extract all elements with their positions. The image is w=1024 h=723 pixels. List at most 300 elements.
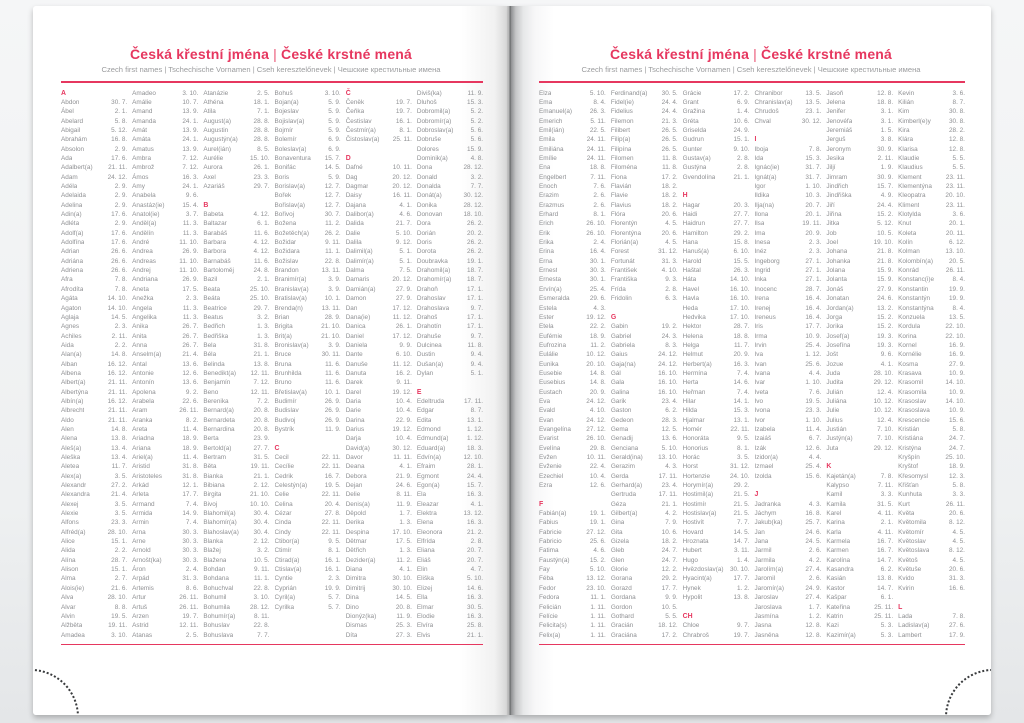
name-day-date: 5. 10.: [661, 444, 678, 452]
name-entry: [611, 247, 678, 256]
name-entry: [754, 350, 821, 359]
first-name: Jorika: [826, 323, 844, 331]
name-entry: [61, 247, 127, 256]
name-entry: [898, 528, 965, 537]
name-day-date: 18. 8.: [733, 332, 750, 340]
name-day-date: 26. 6.: [111, 248, 128, 256]
name-entry: [203, 378, 269, 387]
name-day-date: 26. 5.: [661, 145, 678, 153]
first-name: Eva: [539, 397, 551, 405]
first-name: Dobromír(a): [416, 117, 452, 125]
name-entry: [539, 518, 606, 527]
name-day-date: 10. 10.: [249, 500, 270, 508]
name-day-date: 29. 8.: [589, 444, 606, 452]
first-name: Bertram: [203, 454, 227, 461]
first-name: Arne: [132, 538, 146, 546]
name-day-date: 26. 2.: [324, 229, 341, 237]
first-name: Adolfína: [61, 239, 85, 247]
name-day-date: 30. 11.: [321, 351, 341, 359]
name-entry: [417, 229, 483, 238]
name-day-date: 16. 8.: [805, 510, 822, 518]
first-name: Berenika: [203, 397, 229, 405]
name-entry: [132, 453, 198, 462]
first-name: Dobroslav(a): [416, 126, 454, 134]
first-name: Heda: [682, 304, 698, 312]
name-entry: [132, 603, 198, 612]
letter-header: L: [898, 603, 903, 611]
first-name: Kira: [898, 126, 910, 134]
name-entry: [611, 360, 678, 369]
first-name: Gustav(a): [682, 155, 711, 162]
first-name: Despina: [345, 528, 370, 536]
name-entry: [754, 145, 821, 154]
name-day-date: 1. 12.: [467, 425, 484, 433]
title-divider: |: [273, 46, 278, 62]
title-slovak: České krstné mená: [761, 46, 893, 62]
letter-header: K: [826, 463, 832, 471]
name-entry: [611, 500, 678, 509]
name-day-date: 20. 8.: [253, 416, 270, 424]
first-name: Griselda: [682, 126, 707, 134]
name-entry: [539, 546, 606, 555]
first-name: Irena: [754, 295, 770, 303]
name-entry: [539, 182, 606, 191]
blank-row: [754, 126, 821, 135]
first-name: Alida: [61, 547, 76, 555]
first-name: Dušan(a): [416, 360, 444, 368]
first-name: Darja: [345, 435, 361, 443]
name-day-date: 16. 2.: [395, 369, 412, 377]
name-day-date: 9. 5.: [737, 435, 750, 443]
first-name: Aranka: [132, 416, 153, 424]
name-day-date: 2. 1.: [880, 519, 894, 527]
first-name: Ctislav(a): [274, 566, 302, 574]
name-day-date: 22. 8.: [253, 584, 270, 592]
name-entry: [346, 247, 412, 256]
name-entry: [826, 145, 893, 154]
name-day-date: 28. 10.: [107, 528, 128, 536]
first-name: Julie: [826, 407, 840, 415]
first-name: Izolda: [754, 472, 772, 480]
name-day-date: 6. 9.: [328, 145, 341, 153]
name-entry: [898, 425, 965, 434]
letter-header: D: [345, 155, 351, 162]
name-day-date: 24. 7.: [661, 556, 678, 564]
page-title: [511, 46, 991, 62]
name-day-date: 21. 4.: [182, 351, 199, 359]
name-day-date: 1. 4.: [737, 108, 750, 116]
name-entry: [203, 621, 269, 630]
first-name: Anatol(ie): [132, 211, 160, 219]
name-entry: [275, 201, 341, 210]
name-entry: [61, 294, 127, 303]
name-day-date: 5. 8.: [952, 482, 965, 490]
name-entry: [346, 481, 412, 490]
first-name: Jindřich: [826, 183, 849, 191]
name-column: [611, 89, 678, 640]
first-name: Ignác(ie): [754, 164, 780, 172]
first-name: Chrudoš: [754, 108, 779, 116]
name-day-date: 16. 9.: [948, 341, 965, 349]
name-day-date: 16. 6.: [948, 584, 965, 592]
name-entry: [611, 490, 678, 499]
name-entry: [417, 135, 483, 144]
first-name: Eufémie: [539, 332, 563, 340]
name-day-date: 22. 6.: [182, 397, 199, 405]
name-entry: [275, 350, 341, 359]
name-entry: [826, 350, 893, 359]
name-day-date: 9. 6.: [185, 192, 199, 200]
name-day-date: 21. 10.: [321, 323, 341, 331]
name-day-date: 8. 1.: [328, 547, 341, 555]
name-day-date: 10. 12.: [873, 407, 894, 415]
name-day-date: 24. 1.: [182, 136, 199, 144]
first-name: Amadeo: [132, 89, 156, 97]
first-name: Ena: [539, 164, 551, 172]
name-entry: [61, 173, 127, 182]
first-name: Anastáz(ie): [132, 201, 165, 209]
first-name: Adalbert(a): [61, 164, 93, 172]
first-name: Jaroslav: [754, 594, 779, 602]
first-name: Gál: [610, 369, 621, 377]
name-entry: [826, 518, 893, 527]
name-day-date: 27. 7.: [253, 444, 270, 452]
first-name: Dezider(a): [345, 556, 376, 564]
perforation-dots-icon: [945, 669, 991, 715]
name-entry: [346, 182, 412, 191]
name-day-date: 1. 2.: [808, 612, 822, 620]
name-day-date: 4. 9.: [880, 192, 894, 200]
name-entry: [275, 98, 341, 107]
name-day-date: 24. 6.: [395, 482, 412, 490]
name-day-date: 16. 4.: [805, 313, 822, 321]
name-day-date: 9. 6.: [880, 351, 894, 359]
name-entry: [754, 603, 821, 612]
name-day-date: 15. 3.: [733, 407, 750, 415]
name-entry: [61, 341, 127, 350]
name-day-date: 27. 9.: [395, 295, 412, 303]
first-name: Danica: [345, 323, 366, 331]
name-day-date: 7. 12.: [182, 164, 199, 172]
name-day-date: 13. 8.: [733, 594, 750, 602]
name-day-date: 28. 12.: [463, 201, 484, 209]
name-day-date: 22. 5.: [589, 126, 606, 134]
name-entry: [417, 238, 483, 247]
name-day-date: 2. 11.: [877, 155, 894, 162]
first-name: Ámos: [132, 173, 149, 181]
first-name: Igor: [754, 183, 766, 191]
first-name: Fedor: [539, 584, 556, 592]
first-name: Anika: [132, 323, 149, 331]
first-name: Dora: [416, 220, 431, 228]
name-day-date: 4. 1.: [880, 360, 894, 368]
name-entry: [611, 584, 678, 593]
first-name: Harold: [682, 257, 702, 265]
first-name: Alex(a): [61, 472, 82, 480]
first-name: Diana: [345, 566, 363, 574]
name-entry: [898, 556, 965, 565]
name-entry: [898, 574, 965, 583]
name-entry: [754, 528, 821, 537]
name-day-date: 26. 9.: [324, 397, 341, 405]
name-day-date: 10. 4.: [395, 407, 412, 415]
name-day-date: 15. 7.: [467, 482, 484, 490]
first-name: Kazimír(a): [826, 631, 856, 639]
name-day-date: 5. 5.: [952, 164, 965, 172]
first-name: Alice: [61, 538, 75, 546]
name-entry: [203, 565, 269, 574]
first-name: Inka: [754, 276, 767, 284]
first-name: Bartoloměj: [203, 267, 234, 275]
name-entry: [754, 219, 821, 228]
name-day-date: 15. 3.: [467, 98, 484, 106]
name-entry: [132, 173, 198, 182]
first-name: Josefína: [826, 341, 851, 349]
first-name: Emila: [539, 136, 555, 144]
name-column: [539, 89, 606, 640]
name-day-date: 27. 1.: [805, 257, 822, 265]
name-entry: [898, 332, 965, 341]
name-day-date: 22. 8.: [253, 622, 270, 630]
name-day-date: 2. 1.: [114, 108, 128, 116]
first-name: Alfons: [61, 519, 79, 527]
first-name: Fay: [539, 566, 550, 574]
name-entry: [417, 546, 483, 555]
name-day-date: 26. 11.: [179, 594, 199, 602]
name-entry: [898, 98, 965, 107]
name-day-date: 5. 10.: [467, 575, 484, 583]
name-entry: [539, 163, 606, 172]
name-entry: [539, 117, 606, 126]
name-day-date: 7. 6.: [593, 183, 606, 191]
first-name: Adléta: [61, 220, 80, 228]
name-day-date: 24. 4.: [661, 108, 678, 116]
name-day-date: 5. 9.: [328, 108, 341, 116]
first-name: Chloe: [682, 622, 700, 630]
name-day-date: 25. 11.: [874, 612, 894, 620]
name-entry: [539, 406, 606, 415]
blank-row: [346, 145, 412, 154]
name-day-date: 2. 4.: [593, 239, 606, 247]
name-day-date: 29. 12.: [873, 444, 894, 452]
name-day-date: 17. 9.: [948, 631, 965, 639]
name-entry: [611, 472, 678, 481]
name-day-date: 25. 6.: [589, 538, 606, 546]
first-name: Jarolím(a): [754, 566, 784, 574]
name-entry: [61, 565, 127, 574]
first-name: Cyntie: [274, 575, 293, 583]
first-name: Erazmus: [539, 201, 565, 209]
name-entry: [539, 247, 606, 256]
first-name: Jaroslava: [754, 603, 782, 611]
name-entry: [826, 378, 893, 387]
name-entry: [203, 584, 269, 593]
first-name: Kim: [898, 108, 910, 116]
first-name: Ilja(na): [754, 201, 775, 209]
first-name: Hektor: [682, 323, 702, 331]
name-day-date: 3. 9.: [328, 341, 341, 349]
name-day-date: 17. 1.: [467, 285, 484, 293]
name-entry: [611, 154, 678, 163]
name-entry: [611, 444, 678, 453]
first-name: Irma: [754, 332, 768, 340]
name-day-date: 15. 6.: [805, 472, 822, 480]
name-entry: [203, 444, 269, 453]
name-entry: [898, 145, 965, 154]
first-name: Jerguš: [826, 136, 846, 144]
name-entry: [539, 434, 606, 443]
name-entry: [61, 154, 127, 163]
first-name: Adolf(a): [61, 229, 84, 237]
first-name: Filemon: [610, 117, 634, 125]
name-entry: [611, 528, 678, 537]
first-name: Aletea: [61, 463, 80, 471]
first-name: Bystrík: [274, 425, 295, 433]
name-entry: [611, 593, 678, 602]
first-name: Inéz: [754, 248, 767, 256]
name-day-date: 30. 3.: [182, 538, 199, 546]
name-entry: [754, 509, 821, 518]
name-entry: [203, 257, 269, 266]
name-day-date: 29. 12.: [873, 379, 894, 387]
name-day-date: 31. 7.: [805, 173, 822, 181]
first-name: Gerald(ina): [610, 454, 643, 461]
name-entry: [898, 416, 965, 425]
first-name: Cyril(a): [274, 594, 296, 602]
name-day-date: 12. 4.: [877, 416, 894, 424]
name-day-date: 1. 12.: [467, 435, 484, 443]
name-entry: [898, 518, 965, 527]
name-entry: [61, 546, 127, 555]
first-name: Alexandra: [61, 491, 90, 499]
name-day-date: 9. 7.: [470, 332, 484, 340]
first-name: Izák: [754, 444, 767, 452]
first-name: Andreas: [132, 257, 156, 265]
name-entry: [539, 98, 606, 107]
first-name: Juta: [826, 444, 839, 452]
first-name: Ezechiel: [539, 472, 564, 480]
first-name: Helena: [682, 332, 703, 340]
first-name: Bohuslav: [203, 622, 230, 630]
name-day-date: 3. 10.: [324, 89, 341, 97]
name-entry: [754, 565, 821, 574]
name-day-date: 20. 6.: [661, 229, 678, 237]
first-name: Barnabáš: [203, 257, 231, 265]
name-day-date: 12. 7.: [324, 201, 341, 209]
name-day-date: 22. 10.: [945, 332, 965, 340]
name-entry: [611, 107, 678, 116]
name-entry: [898, 117, 965, 126]
first-name: Kalypso: [826, 482, 850, 490]
name-entry: [61, 369, 127, 378]
name-entry: [132, 416, 198, 425]
name-entry: [275, 229, 341, 238]
first-name: Krasomil: [898, 379, 923, 387]
name-day-date: 24. 7.: [948, 435, 965, 443]
name-day-date: 2. 3.: [114, 323, 128, 331]
name-entry: [539, 612, 606, 621]
name-day-date: 4. 5.: [952, 528, 965, 536]
name-day-date: 2. 5.: [257, 89, 270, 97]
name-entry: [417, 621, 483, 630]
first-name: Albín(a): [61, 397, 84, 405]
name-entry: [611, 631, 678, 640]
name-day-date: 9. 12.: [395, 239, 412, 247]
name-entry: [539, 528, 606, 537]
name-day-date: 4. 11.: [877, 528, 894, 536]
first-name: Karolína: [826, 556, 851, 564]
first-name: Juliána: [826, 397, 847, 405]
name-day-date: 14. 10.: [945, 379, 965, 387]
name-day-date: 6. 1.: [257, 220, 270, 228]
name-entry: [275, 378, 341, 387]
name-entry: [275, 275, 341, 284]
name-day-date: 4. 10.: [661, 267, 678, 275]
name-day-date: 19. 11.: [250, 463, 270, 471]
first-name: Gracián: [610, 622, 634, 630]
name-entry: [826, 584, 893, 593]
name-day-date: 10. 5.: [661, 603, 678, 611]
name-day-date: 4. 7.: [470, 566, 484, 574]
name-entry: [754, 201, 821, 210]
name-entry: [132, 135, 198, 144]
name-day-date: 25. 11.: [392, 136, 412, 144]
name-entry: [132, 556, 198, 565]
name-day-date: 21. 11.: [108, 164, 128, 172]
name-entry: [417, 462, 483, 471]
name-entry: [203, 313, 269, 322]
name-entry: [683, 509, 750, 518]
name-day-date: 26. 2.: [467, 248, 484, 256]
first-name: Gleb: [610, 547, 625, 555]
name-entry: [826, 528, 893, 537]
name-entry: [611, 397, 678, 406]
name-day-date: 11. 3.: [182, 220, 199, 228]
name-day-date: 13. 6.: [182, 360, 199, 368]
name-entry: [826, 322, 893, 331]
name-day-date: 5. 12.: [877, 220, 894, 228]
name-day-date: 2. 8.: [665, 285, 678, 293]
name-entry: [826, 612, 893, 621]
name-entry: [61, 406, 127, 415]
name-day-date: 22. 8.: [324, 257, 341, 265]
name-day-date: 20. 11.: [945, 229, 965, 237]
first-name: Amálie: [132, 98, 152, 106]
first-name: Jonatan: [826, 295, 850, 303]
name-day-date: 2. 9.: [114, 192, 128, 200]
name-day-date: 26. 5.: [661, 136, 678, 144]
name-entry: [61, 238, 127, 247]
name-entry: [275, 163, 341, 172]
first-name: Areta: [132, 425, 148, 433]
name-day-date: 28. 3.: [661, 416, 678, 424]
name-day-date: 4. 5.: [952, 556, 965, 564]
letter-header: F: [539, 500, 544, 508]
name-entry: [611, 565, 678, 574]
name-day-date: 16. 8.: [111, 136, 128, 144]
name-day-date: 13. 2.: [877, 304, 894, 312]
name-entry: [754, 612, 821, 621]
name-day-date: 30. 10.: [392, 575, 412, 583]
first-name: Iva: [754, 351, 764, 359]
name-entry: [683, 472, 750, 481]
name-day-date: 27. 7.: [733, 220, 750, 228]
blank-row: [683, 182, 750, 191]
first-name: Drahotín: [416, 323, 442, 331]
first-name: Grant: [682, 98, 699, 106]
name-day-date: 17. 6.: [111, 239, 128, 247]
first-name: Haidrun: [682, 220, 706, 228]
